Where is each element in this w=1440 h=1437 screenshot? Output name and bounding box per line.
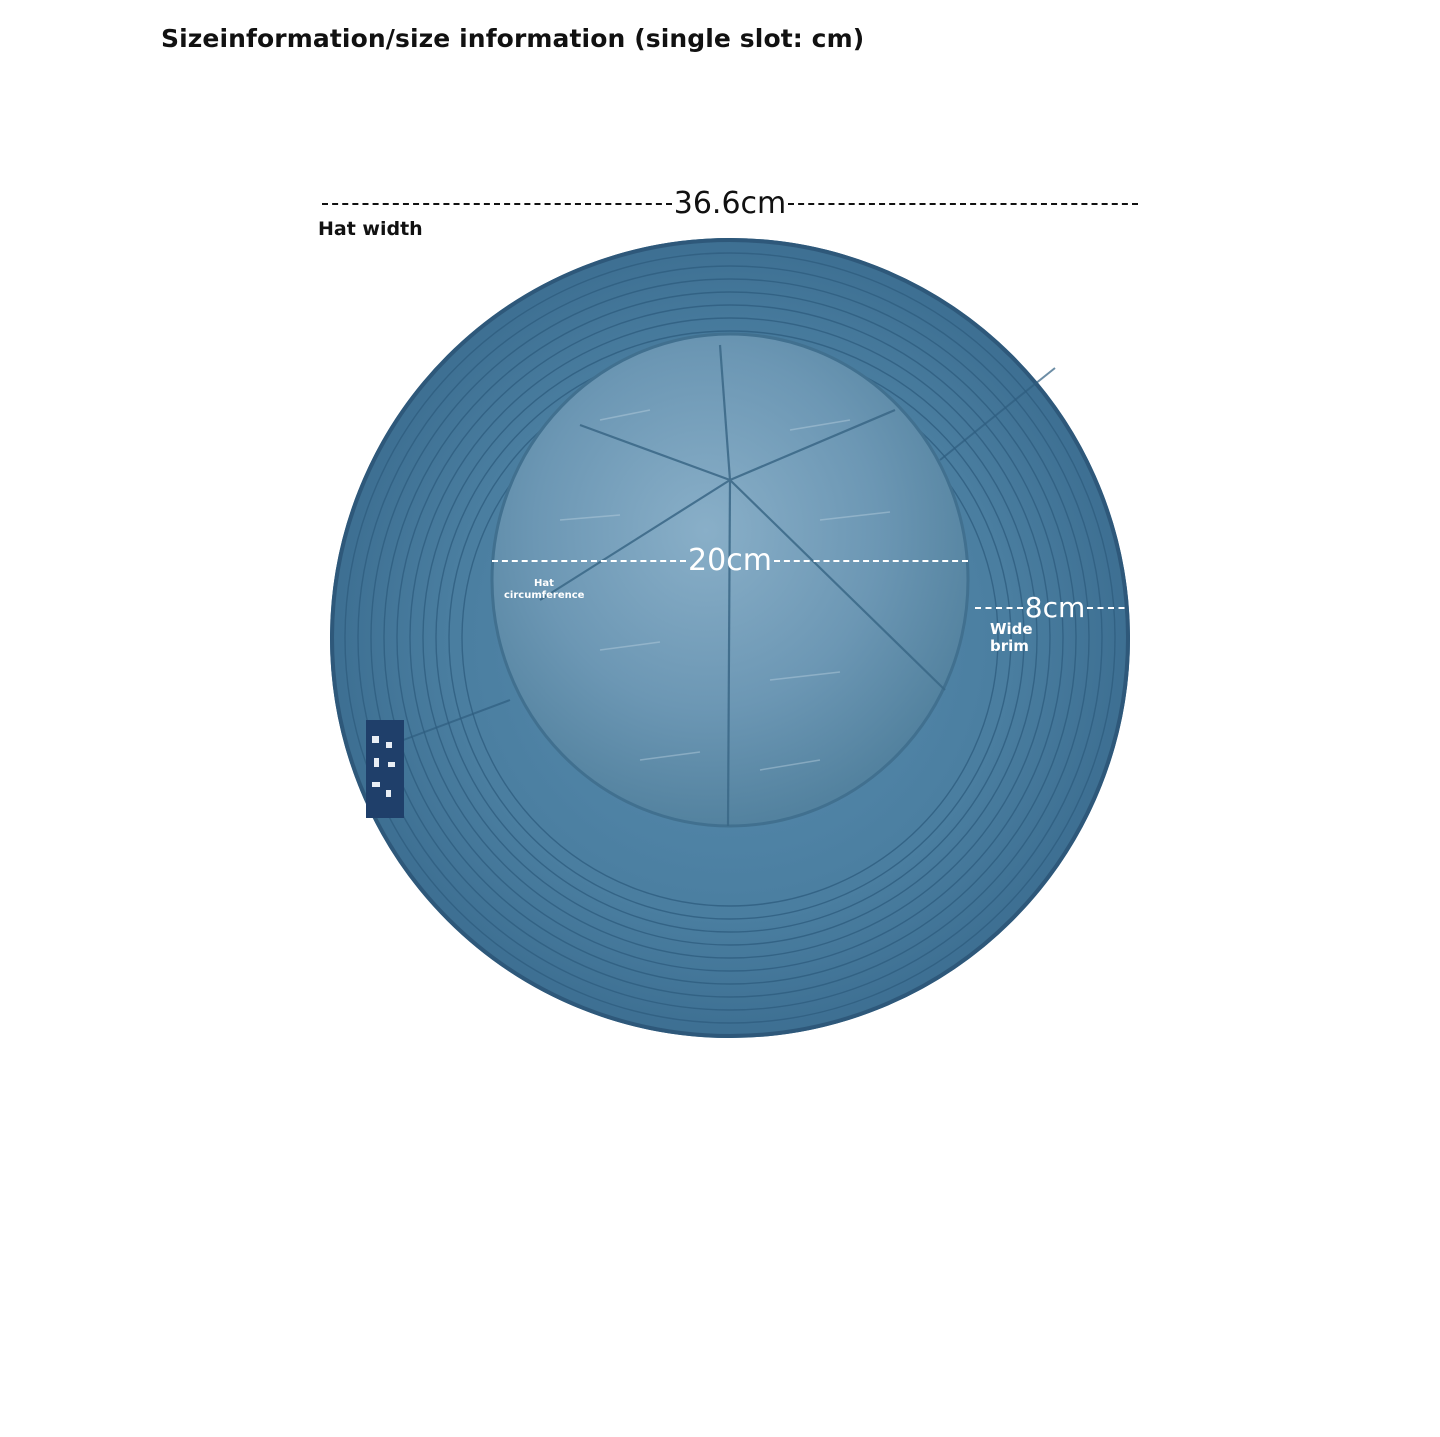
dimension-dash-left	[975, 607, 1023, 609]
circumference-label: Hat circumference	[504, 578, 585, 601]
brim-value: 8cm	[1024, 591, 1086, 624]
page-title: Sizeinformation/size information (single slot: cm)	[161, 24, 865, 53]
hat-width-label: Hat width	[318, 218, 423, 240]
dimension-dash-left	[492, 560, 686, 562]
hat-width-value: 36.6cm	[673, 186, 787, 221]
dimension-dash-right	[1087, 607, 1135, 609]
circumference-dimension	[492, 543, 968, 578]
dimension-dash-right	[774, 560, 968, 562]
circumference-value: 20cm	[688, 543, 772, 578]
brim-label: Wide brim	[990, 620, 1033, 655]
hat-patch	[366, 720, 404, 818]
